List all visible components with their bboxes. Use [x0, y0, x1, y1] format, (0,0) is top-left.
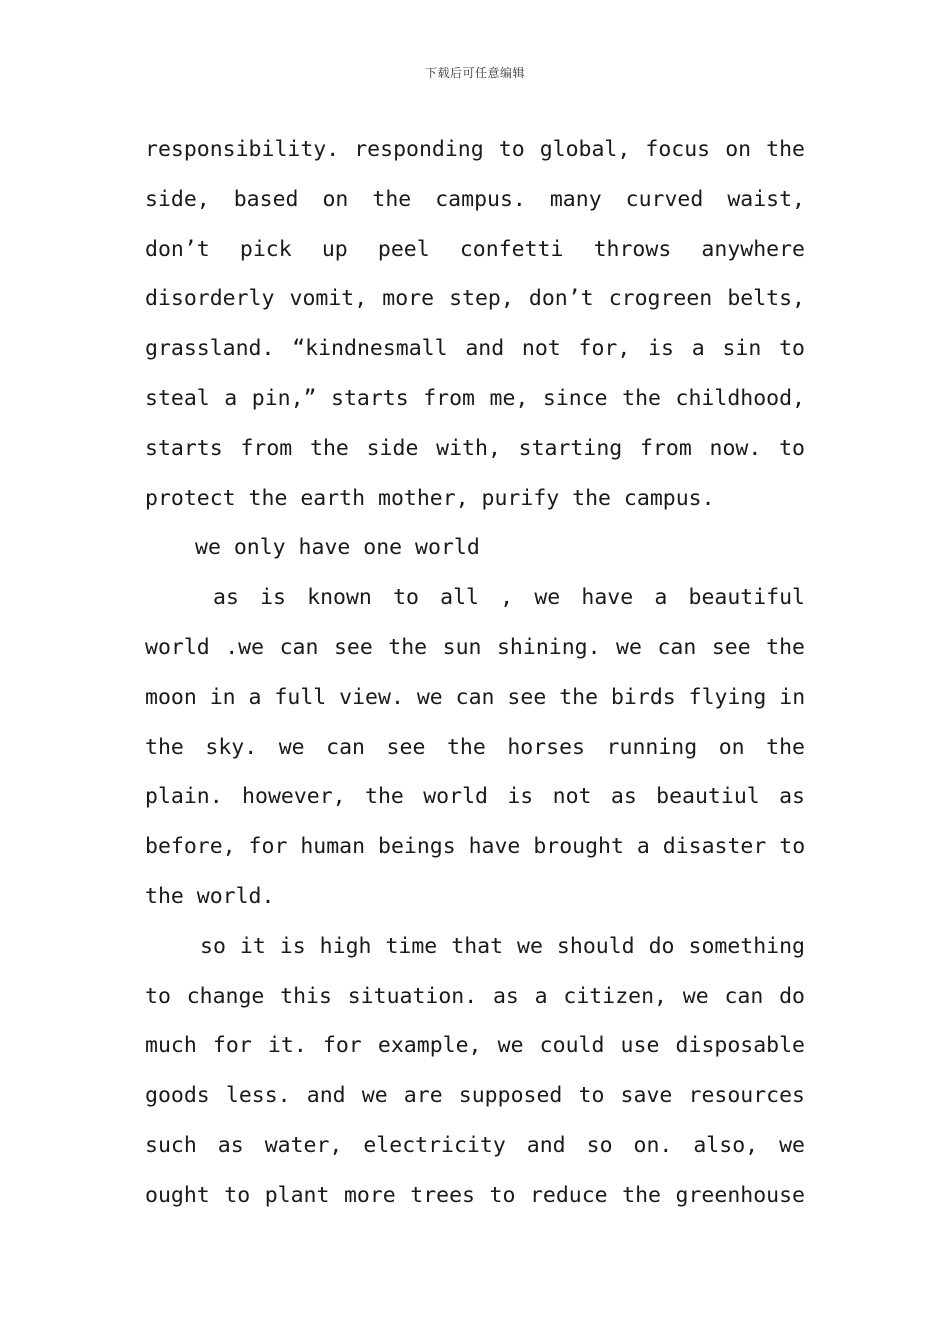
text-line: side, based on the campus. many curved waist, — [145, 186, 805, 212]
text-line: the world. — [145, 883, 275, 909]
text-line: before, for human beings have brought a disaster to — [145, 834, 806, 860]
text-line: such as water, electricity and so on. also, we — [145, 1132, 805, 1158]
text-line: protect the earth mother, purify the campus. — [145, 485, 715, 511]
text-line: responsibility. responding to global, focus on the — [145, 137, 805, 162]
text-line: to change this situation. as a citizen, we can do — [145, 983, 805, 1009]
text-line: steal a pin,” starts from me, since the childhood, — [145, 385, 805, 411]
text-line: as is known to all , we have a beautiful — [213, 585, 805, 611]
section-title: we only have one world — [195, 535, 480, 561]
text-line: much for it. for example, we could use disposable — [145, 1033, 805, 1059]
page-header: 下载后可任意编辑 — [424, 66, 525, 80]
text-line: don’t pick up peel confetti throws anywhere — [145, 236, 805, 262]
document-body — [145, 125, 805, 1221]
text-line: ought to plant more trees to reduce the greenhouse — [145, 1182, 805, 1208]
text-line: the sky. we can see the horses running on the — [145, 734, 805, 760]
text-line: plain. however, the world is not as beautiul as — [145, 784, 805, 810]
text-line: world .we can see the sun shining. we can see the — [145, 634, 805, 660]
text-line: moon in a full view. we can see the birds flying in — [145, 684, 806, 710]
text-line: disorderly vomit, more step, don’t crogreen belts, — [145, 286, 805, 312]
text-line: starts from the side with, starting from now. to — [145, 435, 805, 461]
text-line: goods less. and we are supposed to save resources — [145, 1083, 805, 1109]
text-line: so it is high time that we should do something — [200, 933, 805, 959]
text-line: grassland. “kindnesmall and not for, is a sin to — [145, 336, 805, 362]
